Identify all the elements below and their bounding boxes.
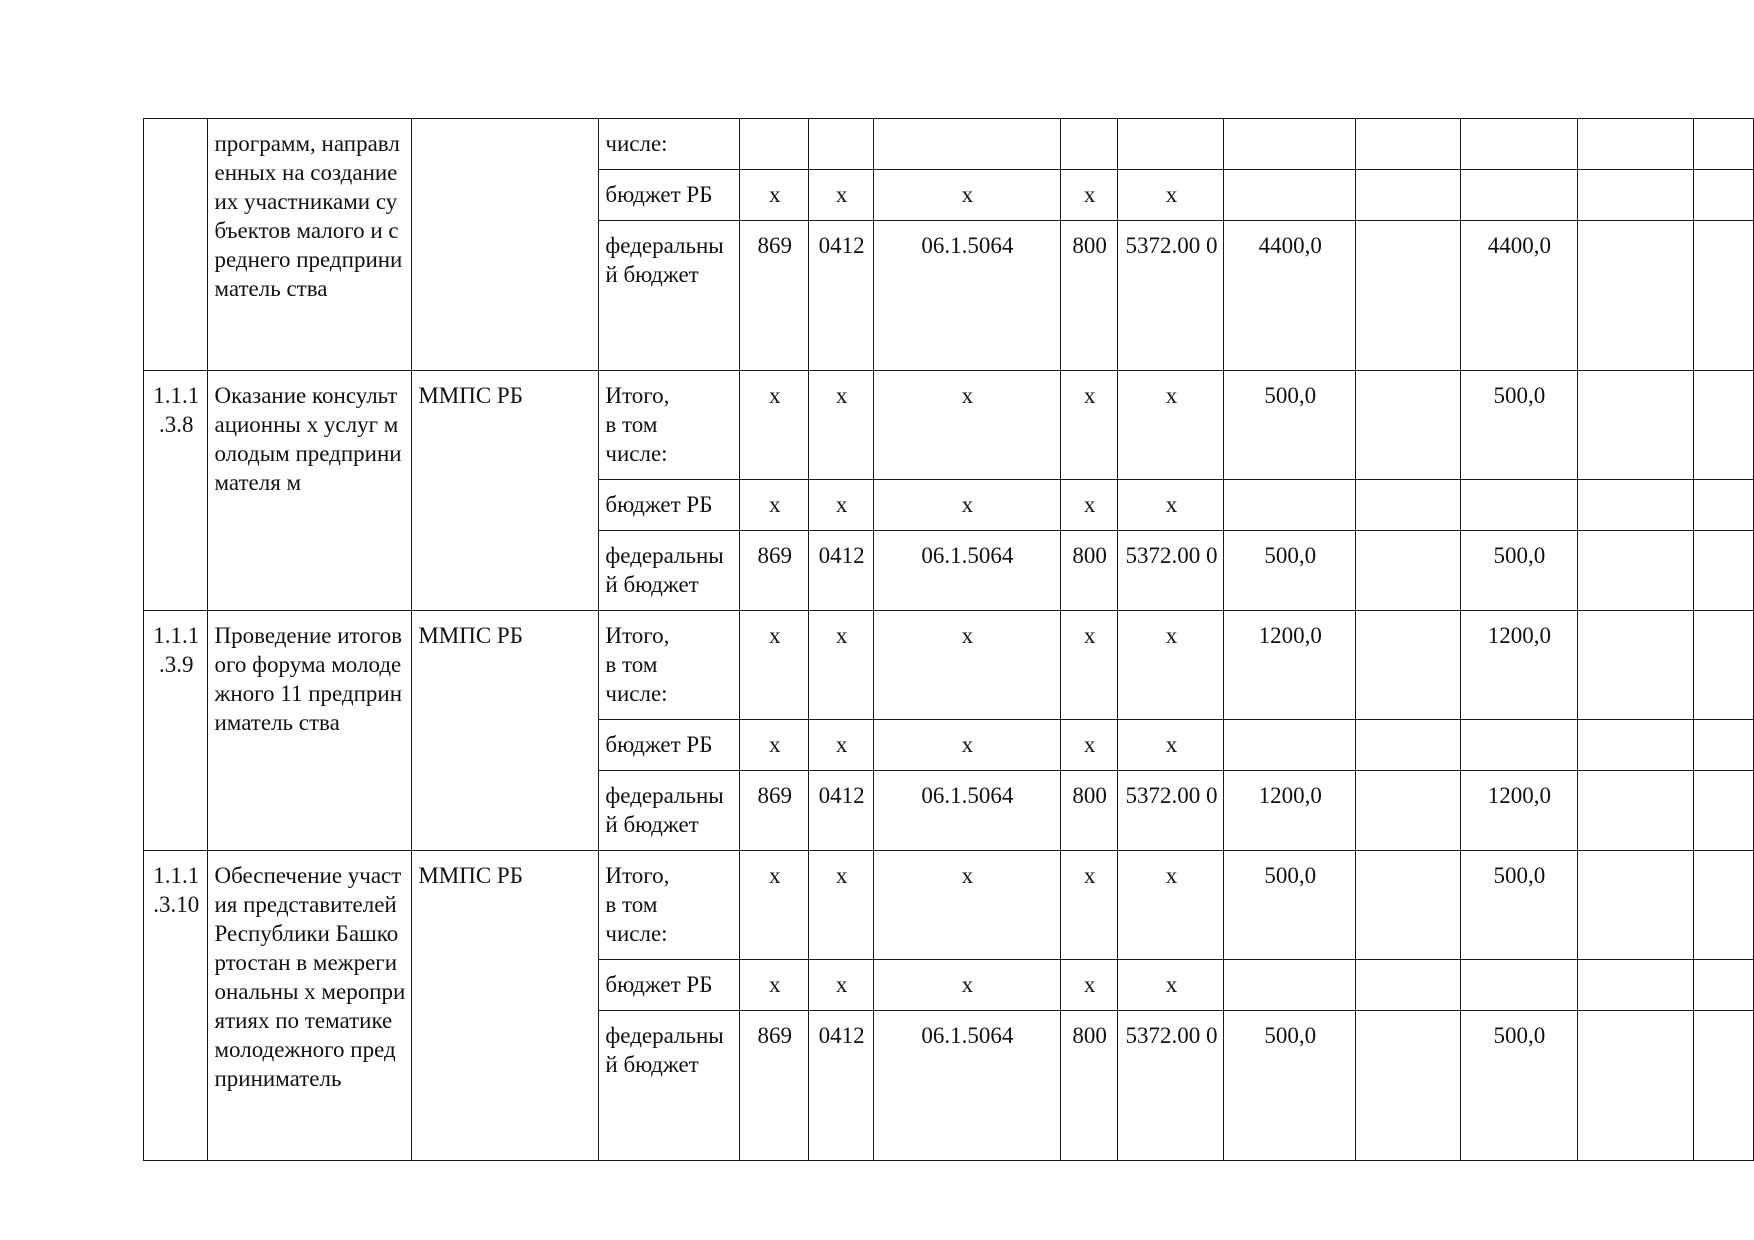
csr-cell: х: [873, 480, 1060, 531]
grbs-cell: х: [740, 480, 809, 531]
funding-source-cell: Итого, в том числе:: [599, 371, 740, 480]
vr-cell: х: [1060, 720, 1118, 771]
year3-cell: [1577, 221, 1694, 371]
grbs-cell: х: [740, 851, 809, 960]
grbs-cell: 869: [740, 221, 809, 371]
grbs-cell: [740, 119, 809, 170]
year3-cell: [1577, 611, 1694, 720]
kosgu-cell: х: [1118, 480, 1224, 531]
rzpr-cell: х: [809, 611, 873, 720]
executor-cell: ММПС РБ: [412, 611, 599, 851]
year3-cell: [1577, 119, 1694, 170]
total-cell: [1224, 720, 1356, 771]
item-number-cell: 1.1.1 .3.10: [144, 851, 208, 1161]
item-name-cell: Обеспечение участия представителей Республики Башкортостан в межрегиональны х мероприятиях по тематике молодежного предприниматель: [208, 851, 412, 1161]
kosgu-cell: х: [1118, 960, 1224, 1011]
item-name-cell: Оказание консультационны х услуг молодым предпринимателя м: [208, 371, 412, 611]
funding-source-cell: федеральны й бюджет: [599, 531, 740, 611]
kosgu-cell: 5372.00 0: [1118, 1011, 1224, 1161]
item-number-cell: 1.1.1 .3.8: [144, 371, 208, 611]
rzpr-cell: 0412: [809, 1011, 873, 1161]
funding-source-cell: бюджет РБ: [599, 170, 740, 221]
vr-cell: х: [1060, 960, 1118, 1011]
csr-cell: 06.1.5064: [873, 221, 1060, 371]
year1-cell: [1356, 119, 1461, 170]
year2-cell: [1460, 960, 1577, 1011]
grbs-cell: х: [740, 720, 809, 771]
year1-cell: [1356, 170, 1461, 221]
funding-source-cell: бюджет РБ: [599, 960, 740, 1011]
vr-cell: х: [1060, 611, 1118, 720]
grbs-cell: 869: [740, 771, 809, 851]
year1-cell: [1356, 720, 1461, 771]
year3-cell: [1577, 371, 1694, 480]
extra-cell: [1694, 170, 1754, 221]
kosgu-cell: х: [1118, 371, 1224, 480]
total-cell: 500,0: [1224, 1011, 1356, 1161]
year3-cell: [1577, 170, 1694, 221]
year2-cell: 1200,0: [1460, 611, 1577, 720]
csr-cell: [873, 119, 1060, 170]
total-cell: [1224, 170, 1356, 221]
csr-cell: х: [873, 960, 1060, 1011]
csr-cell: х: [873, 851, 1060, 960]
vr-cell: х: [1060, 851, 1118, 960]
vr-cell: [1060, 119, 1118, 170]
grbs-cell: х: [740, 170, 809, 221]
year3-cell: [1577, 851, 1694, 960]
grbs-cell: 869: [740, 531, 809, 611]
year1-cell: [1356, 611, 1461, 720]
extra-cell: [1694, 371, 1754, 480]
vr-cell: 800: [1060, 771, 1118, 851]
vr-cell: 800: [1060, 221, 1118, 371]
year3-cell: [1577, 960, 1694, 1011]
extra-cell: [1694, 119, 1754, 170]
year2-cell: 500,0: [1460, 531, 1577, 611]
year1-cell: [1356, 371, 1461, 480]
rzpr-cell: х: [809, 851, 873, 960]
funding-source-cell: бюджет РБ: [599, 480, 740, 531]
rzpr-cell: х: [809, 480, 873, 531]
rzpr-cell: 0412: [809, 771, 873, 851]
executor-cell: ММПС РБ: [412, 371, 599, 611]
funding-source-cell: Итого, в том числе:: [599, 851, 740, 960]
year1-cell: [1356, 221, 1461, 371]
year1-cell: [1356, 531, 1461, 611]
total-cell: 4400,0: [1224, 221, 1356, 371]
funding-source-cell: бюджет РБ: [599, 720, 740, 771]
kosgu-cell: х: [1118, 720, 1224, 771]
table-row: [144, 851, 1754, 960]
kosgu-cell: 5372.00 0: [1118, 771, 1224, 851]
item-number-cell: 1.1.1 .3.9: [144, 611, 208, 851]
total-cell: 500,0: [1224, 531, 1356, 611]
csr-cell: 06.1.5064: [873, 531, 1060, 611]
item-name-cell: Проведение итогового форума молодежного 11 предприниматель ства: [208, 611, 412, 851]
total-cell: 500,0: [1224, 851, 1356, 960]
kosgu-cell: х: [1118, 170, 1224, 221]
executor-cell: [412, 119, 599, 371]
year3-cell: [1577, 1011, 1694, 1161]
extra-cell: [1694, 1011, 1754, 1161]
csr-cell: х: [873, 720, 1060, 771]
extra-cell: [1694, 221, 1754, 371]
funding-source-cell: федеральны й бюджет: [599, 771, 740, 851]
year2-cell: 500,0: [1460, 1011, 1577, 1161]
document-page: [143, 118, 1754, 1161]
vr-cell: х: [1060, 480, 1118, 531]
funding-source-cell: числе:: [599, 119, 740, 170]
rzpr-cell: х: [809, 720, 873, 771]
csr-cell: х: [873, 611, 1060, 720]
table-row: [144, 119, 1754, 170]
grbs-cell: х: [740, 371, 809, 480]
budget-table: [143, 118, 1754, 1161]
total-cell: [1224, 480, 1356, 531]
rzpr-cell: 0412: [809, 221, 873, 371]
year2-cell: [1460, 119, 1577, 170]
kosgu-cell: х: [1118, 611, 1224, 720]
csr-cell: 06.1.5064: [873, 771, 1060, 851]
item-number-cell: [144, 119, 208, 371]
year1-cell: [1356, 771, 1461, 851]
extra-cell: [1694, 531, 1754, 611]
year2-cell: [1460, 170, 1577, 221]
year2-cell: 4400,0: [1460, 221, 1577, 371]
rzpr-cell: 0412: [809, 531, 873, 611]
csr-cell: х: [873, 170, 1060, 221]
funding-source-cell: федеральны й бюджет: [599, 1011, 740, 1161]
total-cell: 1200,0: [1224, 771, 1356, 851]
vr-cell: 800: [1060, 531, 1118, 611]
year2-cell: 1200,0: [1460, 771, 1577, 851]
csr-cell: х: [873, 371, 1060, 480]
total-cell: 500,0: [1224, 371, 1356, 480]
grbs-cell: х: [740, 611, 809, 720]
extra-cell: [1694, 771, 1754, 851]
year2-cell: 500,0: [1460, 371, 1577, 480]
extra-cell: [1694, 480, 1754, 531]
year2-cell: [1460, 480, 1577, 531]
year1-cell: [1356, 480, 1461, 531]
rzpr-cell: х: [809, 371, 873, 480]
extra-cell: [1694, 720, 1754, 771]
funding-source-cell: Итого, в том числе:: [599, 611, 740, 720]
total-cell: 1200,0: [1224, 611, 1356, 720]
year3-cell: [1577, 771, 1694, 851]
csr-cell: 06.1.5064: [873, 1011, 1060, 1161]
item-name-cell: программ, направленных на создание их участниками субъектов малого и среднего предприниматель ства: [208, 119, 412, 371]
kosgu-cell: [1118, 119, 1224, 170]
year3-cell: [1577, 720, 1694, 771]
table-row: [144, 371, 1754, 480]
kosgu-cell: 5372.00 0: [1118, 531, 1224, 611]
rzpr-cell: х: [809, 170, 873, 221]
executor-cell: ММПС РБ: [412, 851, 599, 1161]
vr-cell: х: [1060, 170, 1118, 221]
vr-cell: 800: [1060, 1011, 1118, 1161]
extra-cell: [1694, 851, 1754, 960]
total-cell: [1224, 960, 1356, 1011]
funding-source-cell: федеральны й бюджет: [599, 221, 740, 371]
vr-cell: х: [1060, 371, 1118, 480]
kosgu-cell: 5372.00 0: [1118, 221, 1224, 371]
year2-cell: 500,0: [1460, 851, 1577, 960]
extra-cell: [1694, 960, 1754, 1011]
year1-cell: [1356, 851, 1461, 960]
extra-cell: [1694, 611, 1754, 720]
table-row: [144, 611, 1754, 720]
grbs-cell: х: [740, 960, 809, 1011]
year3-cell: [1577, 531, 1694, 611]
rzpr-cell: [809, 119, 873, 170]
kosgu-cell: х: [1118, 851, 1224, 960]
year1-cell: [1356, 960, 1461, 1011]
rzpr-cell: х: [809, 960, 873, 1011]
grbs-cell: 869: [740, 1011, 809, 1161]
total-cell: [1224, 119, 1356, 170]
year3-cell: [1577, 480, 1694, 531]
year2-cell: [1460, 720, 1577, 771]
year1-cell: [1356, 1011, 1461, 1161]
